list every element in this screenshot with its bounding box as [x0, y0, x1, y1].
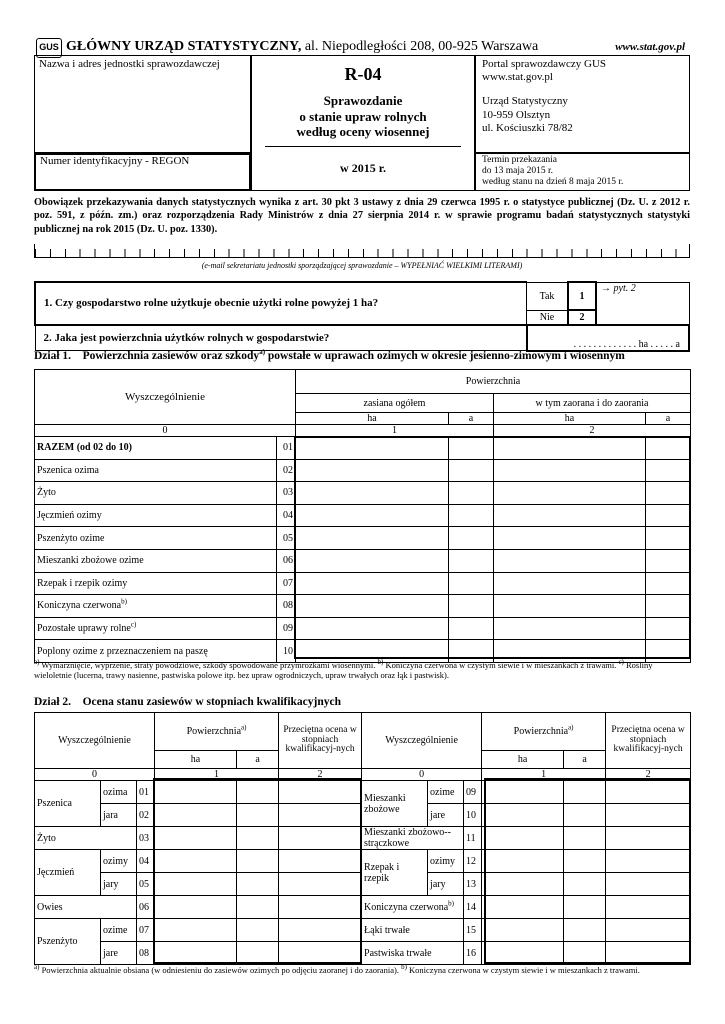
s1-cell-ha[interactable]	[494, 504, 646, 527]
section1-title-sup: a)	[259, 348, 266, 357]
s1-index-1: 1	[296, 425, 494, 437]
s1-footnote-a: Wymarznięcie, wyprzenie, straty powodziowe, szkody spowodowane przymrozkami wiosennymi.	[39, 660, 378, 670]
s2-row-no: 02	[137, 804, 155, 827]
s2-unit-a: a	[564, 751, 606, 769]
s2-row-no: 04	[137, 850, 155, 873]
portal-box	[475, 55, 690, 153]
questions-table	[34, 281, 690, 352]
s1-cell-a[interactable]	[646, 459, 691, 482]
s1-footnote-b: Koniczyna czerwona w czystym siewie i w mieszankach z trawami.	[383, 660, 619, 670]
s1-cell-ha[interactable]	[296, 437, 449, 460]
s2-footnote-b-mark: b)	[401, 963, 407, 972]
s2-cell-ha[interactable]	[155, 896, 237, 919]
s2-cell-ha[interactable]	[155, 804, 237, 827]
s2-cell-a[interactable]	[237, 873, 279, 896]
s1-row-no: 02	[277, 459, 296, 482]
s1-header-sown: zasiana ogółem	[296, 394, 494, 413]
s1-row-no: 01	[277, 437, 296, 460]
s1-row-label	[35, 482, 277, 505]
s1-row-label	[35, 459, 277, 482]
s2-straczkowe: Mieszanki zbożowo--strączkowe	[362, 827, 464, 850]
s2-right-header-item: Wyszczególnienie	[362, 713, 482, 769]
s2-rzepak-ozimy: ozimy	[428, 850, 464, 873]
section1-title-rest: powstałe w uprawach ozimych w okresie jesienno-zimowym i wiosennym	[265, 350, 625, 362]
s2-cell-ha[interactable]	[155, 873, 237, 896]
s1-footnote-c-mark: c)	[618, 658, 624, 667]
s2-row-no: 10	[464, 804, 482, 827]
s1-row-label-text: Jęczmień ozimy	[37, 510, 102, 522]
q1-no-code[interactable]: 2	[568, 310, 596, 325]
s2-pszenica-ozima: ozima	[101, 781, 137, 804]
s2-left-header-area-text: Powierzchnia	[186, 726, 242, 737]
s1-row-no: 06	[277, 549, 296, 572]
s2-owies: Owies	[35, 896, 137, 919]
s1-cell-a[interactable]	[449, 595, 494, 618]
s2-cell-ha[interactable]	[155, 850, 237, 873]
s1-table-row	[35, 459, 691, 482]
s2-row-no: 16	[464, 942, 482, 965]
s1-row-no: 10	[277, 640, 296, 663]
s1-cell-ha[interactable]	[296, 549, 449, 572]
question-2: 2. Jaka jest powierzchnia użytków rolnych w gospodarstwie?	[35, 325, 527, 351]
s1-cell-ha[interactable]	[494, 459, 646, 482]
s2-unit-ha: ha	[155, 751, 237, 769]
deadline-line1: Termin przekazania	[482, 155, 558, 165]
s1-table-row	[35, 527, 691, 550]
s1-cell-ha[interactable]	[494, 482, 646, 505]
s2-left-header-area-sup: a)	[241, 723, 247, 732]
s1-cell-a[interactable]	[646, 504, 691, 527]
s2-right-header-area-text: Powierzchnia	[513, 726, 569, 737]
s1-row-no: 08	[277, 595, 296, 618]
s2-cell-a[interactable]	[564, 873, 606, 896]
s2-right-header-area-sup: a)	[568, 723, 574, 732]
s2-laki: Łąki trwałe	[362, 919, 464, 942]
s1-cell-a[interactable]	[449, 617, 494, 640]
q1-yes-goto: → pyt. 2	[596, 282, 689, 325]
s2-cell-score[interactable]	[606, 781, 691, 804]
s1-row-label-text: Pozostałe uprawy rolne	[37, 623, 131, 635]
s2-cell-score[interactable]	[279, 827, 362, 850]
s1-table-row	[35, 437, 691, 460]
s2-cell-a[interactable]	[564, 827, 606, 850]
gus-logo-text: GUS	[39, 42, 59, 52]
section2-table	[34, 712, 691, 965]
s2-right-header-score: Przeciętna ocena w stopniach kwalifikacyj-nych	[606, 713, 691, 769]
section1-footnotes	[34, 658, 690, 681]
s1-index-2: 2	[494, 425, 691, 437]
s1-row-label	[35, 572, 277, 595]
s1-cell-a[interactable]	[449, 504, 494, 527]
s2-mieszanki-ozime: ozime	[428, 781, 464, 804]
s2-left-header-item: Wyszczególnienie	[35, 713, 155, 769]
s1-cell-ha[interactable]	[296, 617, 449, 640]
s2-cell-a[interactable]	[564, 896, 606, 919]
s1-row-label-text: RAZEM (od 02 do 10)	[37, 442, 133, 454]
q2-answer-field[interactable]: . . . . . . . . . . . . . ha . . . . . a	[527, 325, 690, 351]
s2-cell-a[interactable]	[564, 850, 606, 873]
s2-cell-a[interactable]	[237, 896, 279, 919]
s1-cell-a[interactable]	[449, 482, 494, 505]
s2-index-1: 1	[155, 769, 279, 781]
institution-address: al. Niepodległości 208, 00-925 Warszawa	[301, 39, 539, 54]
s2-cell-ha[interactable]	[482, 781, 564, 804]
s1-table-row	[35, 617, 691, 640]
reporting-unit-label: Nazwa i adres jednostki sprawozdawczej	[39, 58, 220, 70]
s2-cell-ha[interactable]	[482, 804, 564, 827]
s2-row-no: 01	[137, 781, 155, 804]
s1-row-label-text: Żyto	[37, 487, 56, 499]
s2-cell-a[interactable]	[237, 781, 279, 804]
s2-koniczyna	[362, 896, 464, 919]
s2-row-no: 15	[464, 919, 482, 942]
s2-footnote-a: Powierzchnia aktualnie obsiana (w odniesieniu do zasiewów ozimych po odjęciu zaoranej i do zaorania).	[39, 965, 402, 975]
s1-row-label-text: Koniczyna czerwona	[37, 600, 122, 612]
s2-cell-ha[interactable]	[482, 919, 564, 942]
office-line2: 10-959 Olsztyn	[482, 108, 551, 121]
form-title-line3: według oceny wiosennej	[296, 124, 430, 140]
s2-row-no: 13	[464, 873, 482, 896]
s2-unit-ha: ha	[482, 751, 564, 769]
s2-cell-ha[interactable]	[155, 919, 237, 942]
s1-table-row	[35, 504, 691, 527]
s1-row-no: 07	[277, 572, 296, 595]
s2-cell-a[interactable]	[564, 804, 606, 827]
s1-row-label	[35, 527, 277, 550]
s1-row-label-text: Mieszanki zbożowe ozime	[37, 555, 144, 567]
q1-no-label: Nie	[527, 310, 569, 325]
s2-jeczmien: Jęczmień	[35, 850, 101, 896]
s2-koniczyna-text: Koniczyna czerwona	[364, 901, 449, 913]
s2-cell-score[interactable]	[279, 781, 362, 804]
title-divider	[265, 146, 461, 147]
regon-box[interactable]	[34, 153, 251, 191]
section1-table	[34, 369, 691, 663]
section1-number: Dział 1.	[34, 350, 72, 362]
s2-cell-ha[interactable]	[482, 896, 564, 919]
s1-unit-ha: ha	[494, 413, 646, 425]
s2-rzepak-jary: jary	[428, 873, 464, 896]
s1-cell-ha[interactable]	[296, 572, 449, 595]
s1-cell-ha[interactable]	[494, 437, 646, 460]
s2-cell-ha[interactable]	[482, 850, 564, 873]
s1-cell-ha[interactable]	[296, 482, 449, 505]
s2-row-no: 06	[137, 896, 155, 919]
section2-number: Dział 2.	[34, 696, 72, 708]
s1-cell-ha[interactable]	[494, 549, 646, 572]
s2-row-no: 09	[464, 781, 482, 804]
s2-index-1: 1	[482, 769, 606, 781]
s1-unit-a: a	[449, 413, 494, 425]
s1-row-label-text: Pszenica ozima	[37, 464, 99, 476]
form-code: R-04	[344, 64, 382, 84]
email-caption: (e-mail sekretariatu jednostki sporządzającej sprawozdanie – WYPEŁNIAĆ WIELKIMI LITERAMI)	[201, 261, 523, 270]
section1-title-main: Powierzchnia zasiewów oraz szkody	[82, 350, 260, 362]
form-year: w 2015 r.	[340, 160, 386, 175]
s2-cell-a[interactable]	[237, 850, 279, 873]
s2-cell-ha[interactable]	[155, 942, 237, 965]
office-line1: Urząd Statystyczny	[482, 95, 568, 108]
s1-cell-a[interactable]	[449, 459, 494, 482]
s1-cell-ha[interactable]	[494, 595, 646, 618]
s2-cell-score[interactable]	[606, 896, 691, 919]
s2-index-0: 0	[35, 769, 155, 781]
s2-jeczmien-jary: jary	[101, 873, 137, 896]
s1-cell-ha[interactable]	[494, 617, 646, 640]
s2-cell-score[interactable]	[606, 850, 691, 873]
s1-index-0: 0	[35, 425, 296, 437]
s1-cell-ha[interactable]	[296, 504, 449, 527]
s2-cell-score[interactable]	[279, 873, 362, 896]
s2-cell-a[interactable]	[237, 804, 279, 827]
s2-pszenica-jara: jara	[101, 804, 137, 827]
s1-footnote-b-mark: b)	[377, 658, 384, 667]
s2-index-2: 2	[606, 769, 691, 781]
deadline-line3: według stanu na dzień 8 maja 2015 r.	[482, 176, 624, 187]
s2-pszenica: Pszenica	[35, 781, 101, 827]
website: www.stat.gov.pl	[615, 41, 685, 53]
s1-footnote-a-mark: a)	[34, 658, 40, 667]
s1-cell-ha[interactable]	[296, 527, 449, 550]
form-title-line1: Sprawozdanie	[323, 93, 403, 108]
s2-cell-ha[interactable]	[155, 827, 237, 850]
s1-cell-a[interactable]	[646, 527, 691, 550]
s2-mieszanki-jare: jare	[428, 804, 464, 827]
s2-row-no: 08	[137, 942, 155, 965]
s1-cell-a[interactable]	[449, 527, 494, 550]
s2-jeczmien-ozimy: ozimy	[101, 850, 137, 873]
s1-table-row	[35, 595, 691, 618]
s2-right-header-area	[482, 713, 606, 751]
s2-row-no: 05	[137, 873, 155, 896]
s2-row-no: 03	[137, 827, 155, 850]
s2-left-header-area	[155, 713, 279, 751]
s2-cell-a[interactable]	[237, 919, 279, 942]
s2-row-no: 12	[464, 850, 482, 873]
s2-cell-score[interactable]	[279, 850, 362, 873]
portal-line1: Portal sprawozdawczy GUS	[482, 58, 607, 70]
section2-title	[34, 696, 341, 708]
s2-koniczyna-sup: b)	[448, 899, 455, 908]
s1-row-label-sup: b)	[121, 598, 127, 607]
s1-table-row	[35, 482, 691, 505]
s1-unit-ha: ha	[296, 413, 449, 425]
s1-cell-ha[interactable]	[296, 459, 449, 482]
portal-line2[interactable]: www.stat.gov.pl	[482, 71, 553, 84]
s2-pszenzyto-ozime: ozime	[101, 919, 137, 942]
s1-table-row	[35, 572, 691, 595]
s1-header-area: Powierzchnia	[296, 370, 691, 394]
s1-row-no: 03	[277, 482, 296, 505]
form-title-box	[251, 55, 475, 191]
s2-cell-score[interactable]	[279, 919, 362, 942]
regon-label: Numer identyfikacyjny - REGON	[40, 155, 190, 167]
s1-cell-ha[interactable]	[494, 527, 646, 550]
s1-row-label	[35, 549, 277, 572]
s1-cell-a[interactable]	[449, 549, 494, 572]
s1-cell-ha[interactable]	[494, 572, 646, 595]
s1-row-label	[35, 437, 277, 460]
s1-cell-a[interactable]	[449, 572, 494, 595]
s1-row-label	[35, 595, 277, 618]
s2-cell-score[interactable]	[606, 873, 691, 896]
s2-row-no: 11	[464, 827, 482, 850]
s2-zyto: Żyto	[35, 827, 137, 850]
s2-cell-ha[interactable]	[482, 942, 564, 965]
s2-cell-a[interactable]	[237, 827, 279, 850]
s2-cell-score[interactable]	[606, 827, 691, 850]
s1-cell-a[interactable]	[646, 572, 691, 595]
s2-unit-a: a	[237, 751, 279, 769]
s2-cell-score[interactable]	[606, 942, 691, 965]
s2-pszenzyto-jare: jare	[101, 942, 137, 965]
s1-cell-a[interactable]	[449, 437, 494, 460]
s2-cell-a[interactable]	[564, 781, 606, 804]
s1-unit-a: a	[646, 413, 691, 425]
s2-cell-ha[interactable]	[482, 873, 564, 896]
s1-header-plowed: w tym zaorana i do zaorania	[494, 394, 691, 413]
office-line3: ul. Kościuszki 78/82	[482, 121, 573, 134]
s2-rzepak: Rzepak i rzepik	[362, 850, 428, 896]
s2-mieszanki: Mieszanki zbożowe	[362, 781, 428, 827]
s2-cell-ha[interactable]	[482, 827, 564, 850]
s2-index-2: 2	[279, 769, 362, 781]
page-header	[66, 39, 538, 55]
s2-row-no: 14	[464, 896, 482, 919]
s2-footnote-b: Koniczyna czerwona w czystym siewie i w mieszankach z trawami.	[406, 965, 640, 975]
form-title-line2: o stanie upraw rolnych	[299, 108, 427, 124]
email-input-comb[interactable]	[34, 244, 690, 258]
s1-row-label	[35, 504, 277, 527]
s1-row-label-sup: c)	[130, 620, 137, 629]
section2-title-main: Ocena stanu zasiewów w stopniach kwalifikacyjnych	[82, 696, 342, 708]
s1-header-item: Wyszczególnienie	[35, 370, 296, 425]
s2-cell-ha[interactable]	[155, 781, 237, 804]
s1-cell-a[interactable]	[646, 482, 691, 505]
s1-cell-ha[interactable]	[296, 595, 449, 618]
s1-row-label-text: Rzepak i rzepik ozimy	[37, 577, 128, 589]
s2-cell-score[interactable]	[606, 804, 691, 827]
question-1: 1. Czy gospodarstwo rolne użytkuje obecnie użytki rolne powyżej 1 ha?	[35, 282, 527, 325]
s1-row-no: 05	[277, 527, 296, 550]
deadline-box	[475, 153, 690, 191]
s2-row-no: 07	[137, 919, 155, 942]
s1-row-label-text: Pszenżyto ozime	[37, 532, 105, 544]
section2-footnotes	[34, 963, 690, 976]
reporting-unit-box[interactable]	[34, 55, 251, 153]
s1-footnote-c: Rośliny wieloletnie (lucerna, trawy nasienne, pastwiska polowe itp. bez upraw ogrodniczych, upraw trwałych oraz łąk i pastwisk).	[34, 660, 653, 680]
section1-title	[34, 350, 625, 362]
s2-footnote-a-mark: a)	[34, 963, 40, 972]
deadline-line2: do 13 maja 2015 r.	[482, 165, 553, 176]
q1-yes-code[interactable]: 1	[568, 282, 596, 310]
institution-name: GŁÓWNY URZĄD STATYSTYCZNY,	[66, 39, 302, 54]
s2-cell-score[interactable]	[606, 919, 691, 942]
s1-row-label	[35, 617, 277, 640]
s1-cell-a[interactable]	[646, 595, 691, 618]
s1-row-no: 04	[277, 504, 296, 527]
s2-left-header-score: Przeciętna ocena w stopniach kwalifikacyj-nych	[279, 713, 362, 769]
s2-cell-a[interactable]	[564, 942, 606, 965]
s2-cell-score[interactable]	[279, 896, 362, 919]
s1-table-row	[35, 549, 691, 572]
q1-yes-label: Tak	[527, 282, 569, 310]
legal-basis-text: Obowiązek przekazywania danych statystycznych wynika z art. 30 pkt 3 ustawy z dnia 29 czerwca 1995 r. o statystyce publicznej (Dz. U. z 2012 r. poz. 591, z późn. zm.) oraz rozporządzenia Rady Ministrów z dnia 27 sierpnia 2014 r. w sprawie programu badań statystycznych statystyki publicznej na rok 2015 (Dz. U. poz. 1330).	[34, 197, 690, 235]
s2-pastwiska: Pastwiska trwałe	[362, 942, 464, 965]
s2-cell-score[interactable]	[279, 804, 362, 827]
s1-cell-a[interactable]	[646, 617, 691, 640]
s1-row-label-text: Poplony ozime z przeznaczeniem na paszę	[37, 645, 208, 657]
s2-cell-a[interactable]	[564, 919, 606, 942]
s1-cell-a[interactable]	[646, 549, 691, 572]
s2-index-0: 0	[362, 769, 482, 781]
s1-cell-a[interactable]	[646, 437, 691, 460]
s2-pszenzyto: Pszenżyto	[35, 919, 101, 965]
s1-row-no: 09	[277, 617, 296, 640]
s2-cell-a[interactable]	[237, 942, 279, 965]
s2-cell-score[interactable]	[279, 942, 362, 965]
